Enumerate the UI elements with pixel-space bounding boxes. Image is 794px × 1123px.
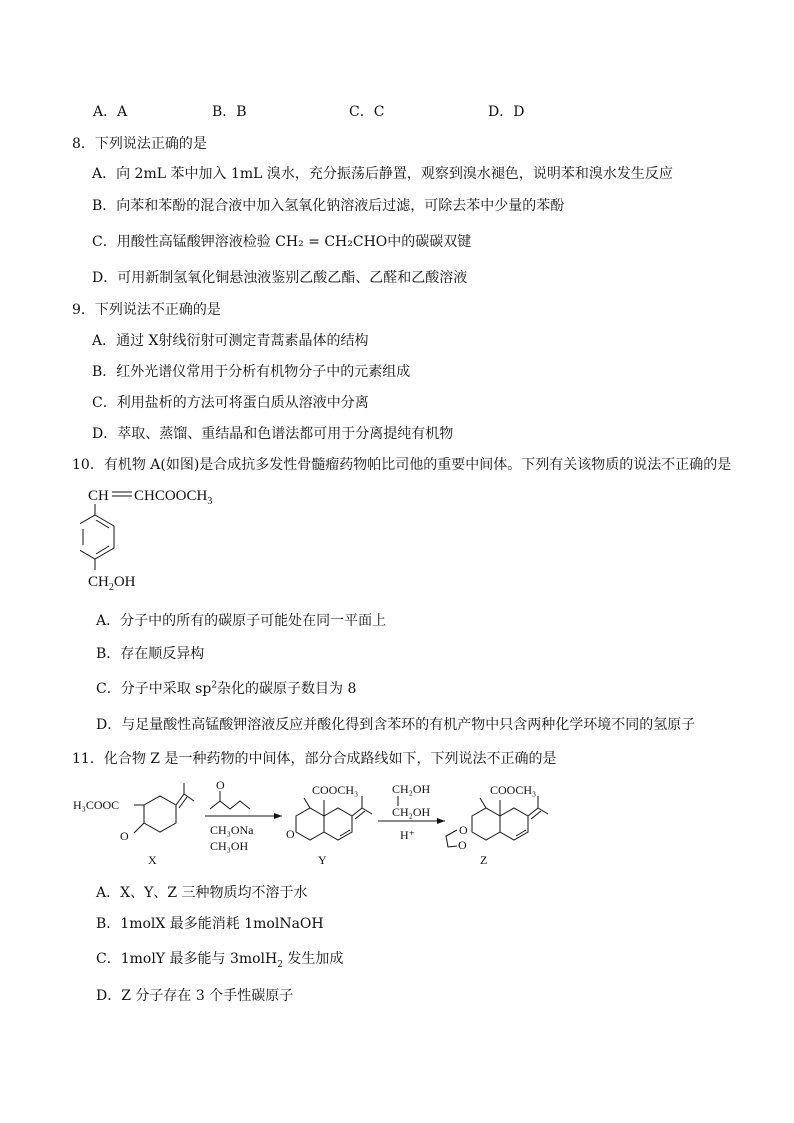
y-name: Y xyxy=(318,853,327,867)
z-isopropylidene xyxy=(538,808,548,814)
y-ring-b xyxy=(324,808,352,840)
reagent2-condition: H⁺ xyxy=(400,828,415,842)
q7-option-d: D．D xyxy=(488,104,525,120)
q8-option-c xyxy=(92,233,471,251)
q9-option-a: A．通过 X射线衍射可测定青蒿素晶体的结构 xyxy=(92,333,369,349)
q10-benzene-ring xyxy=(80,515,114,559)
q11-stem: 11．化合物 Z 是一种药物的中间体，部分合成路线如下，下列说法不正确的是 xyxy=(72,751,557,767)
q8-option-a: A．向 2mL 苯中加入 1mL 溴水，充分振荡后静置，观察到溴水褪色，说明苯和溴水发生反应 xyxy=(92,166,673,182)
q10-struct-ch2oh-text: CH xyxy=(88,574,109,590)
z-dioxolane xyxy=(446,830,457,847)
q8-option-c-text: C．用酸性高锰酸钾溶液检验 xyxy=(92,234,276,250)
x-ring xyxy=(144,796,176,832)
reagent1-chain xyxy=(210,801,250,809)
q10-option-c-text: C．分子中采取 sp xyxy=(96,681,212,697)
z-ring-a xyxy=(472,808,500,840)
q11-option-b: B．1molX 最多能消耗 1molNaOH xyxy=(96,916,324,932)
q11-synthesis-route xyxy=(60,776,580,872)
q8-option-c-tail: 中的碳碳双键 xyxy=(387,234,472,250)
q10-option-a: A．分子中的所有的碳原子可能处在同一平面上 xyxy=(96,613,387,629)
x-ester-label: H₃COOC xyxy=(73,798,120,812)
q8-option-c-formula: CH₂ = CH₂CHO xyxy=(275,234,388,250)
reagent2-line2: CH₂OH xyxy=(392,805,431,819)
q10-option-c-sup: 2 xyxy=(211,680,218,691)
q11-option-c-tail: 发生加成 xyxy=(282,951,344,967)
q10-option-c-tail: 杂化的碳原子数目为 8 xyxy=(217,681,357,697)
q11-option-a: A．X、Y、Z 三种物质均不溶于水 xyxy=(96,885,308,901)
q11-option-d: D．Z 分子存在 3 个手性碳原子 xyxy=(96,988,294,1004)
q10-struct-ch2oh-sub: 2 xyxy=(108,582,114,593)
y-double-bond xyxy=(340,830,350,836)
q10-option-d: D．与足量酸性高锰酸钾溶液反应并酸化得到含苯环的有机产物中只含两种化学环境不同的氢原子 xyxy=(96,717,696,733)
y-oxygen: O xyxy=(286,827,295,841)
q10-benzene-inner-bond xyxy=(96,520,109,528)
x-carbonyl xyxy=(134,823,144,833)
z-methyl xyxy=(480,798,486,808)
q10-stem: 10．有机物 A(如图)是合成抗多发性骨髓瘤药物帕比司他的重要中间体。下列有关该物质的说法不正确的是 xyxy=(72,457,732,473)
x-methyl xyxy=(184,794,194,801)
reagent1-line1: CH₃ONa xyxy=(210,823,254,837)
q8-stem: 8．下列说法正确的是 xyxy=(72,136,207,152)
q10-struct-ester-sub: 3 xyxy=(207,496,213,507)
y-ring-a xyxy=(296,808,324,840)
q10-struct-ch2oh-tail: OH xyxy=(113,574,136,590)
y-cooch3: COOCH₃ xyxy=(312,783,359,797)
y-isopropylidene xyxy=(362,808,372,814)
q10-struct-ch: CH xyxy=(88,488,109,504)
reagent2-line1: CH₂OH xyxy=(392,782,431,796)
q8-option-b: B．向苯和苯酚的混合液中加入氢氧化钠溶液后过滤，可除去苯中少量的苯酚 xyxy=(92,198,565,214)
reagent1-oxygen: O xyxy=(216,778,225,792)
q7-option-a: A．A xyxy=(93,104,128,120)
q11-option-c xyxy=(96,950,343,968)
q7-option-c: C．C xyxy=(349,104,385,120)
q10-structure xyxy=(80,482,240,602)
z-oxygen-1: O xyxy=(459,823,468,837)
q9-option-b: B．红外光谱仪常用于分析有机物分子中的元素组成 xyxy=(92,364,411,380)
q10-struct-ester-text: CHCOOCH xyxy=(134,488,208,504)
y-methyl xyxy=(304,798,310,808)
arrowhead-1 xyxy=(274,813,282,819)
q11-option-c-sub: 2 xyxy=(277,959,283,970)
q7-option-b: B．B xyxy=(212,104,247,120)
x-name: X xyxy=(148,853,157,867)
z-ring-b xyxy=(500,808,528,840)
z-oxygen-2: O xyxy=(458,838,467,852)
reagent1-line2: CH₃OH xyxy=(210,839,249,853)
q9-stem: 9．下列说法不正确的是 xyxy=(72,302,221,318)
q10-struct-ester xyxy=(134,488,212,507)
z-cooch3: COOCH₃ xyxy=(490,783,537,797)
z-name: Z xyxy=(480,853,488,867)
z-double-bond xyxy=(516,830,526,836)
q9-option-d: D．萃取、蒸馏、重结晶和色谱法都可用于分离提纯有机物 xyxy=(92,426,454,442)
q10-struct-ch2oh xyxy=(88,574,136,593)
q10-benzene-inner-bond xyxy=(96,546,109,554)
x-oxygen: O xyxy=(120,829,129,843)
q10-option-c xyxy=(96,680,356,698)
q9-option-c: C．利用盐析的方法可将蛋白质从溶液中分离 xyxy=(92,395,369,411)
q11-option-c-text: C．1molY 最多能与 3molH xyxy=(96,951,278,967)
q10-option-b: B．存在顺反异构 xyxy=(96,646,205,662)
arrowhead-2 xyxy=(437,818,445,824)
q8-option-d: D．可用新制氢氧化铜悬浊液鉴别乙酸乙酯、乙醛和乙酸溶液 xyxy=(92,270,468,286)
